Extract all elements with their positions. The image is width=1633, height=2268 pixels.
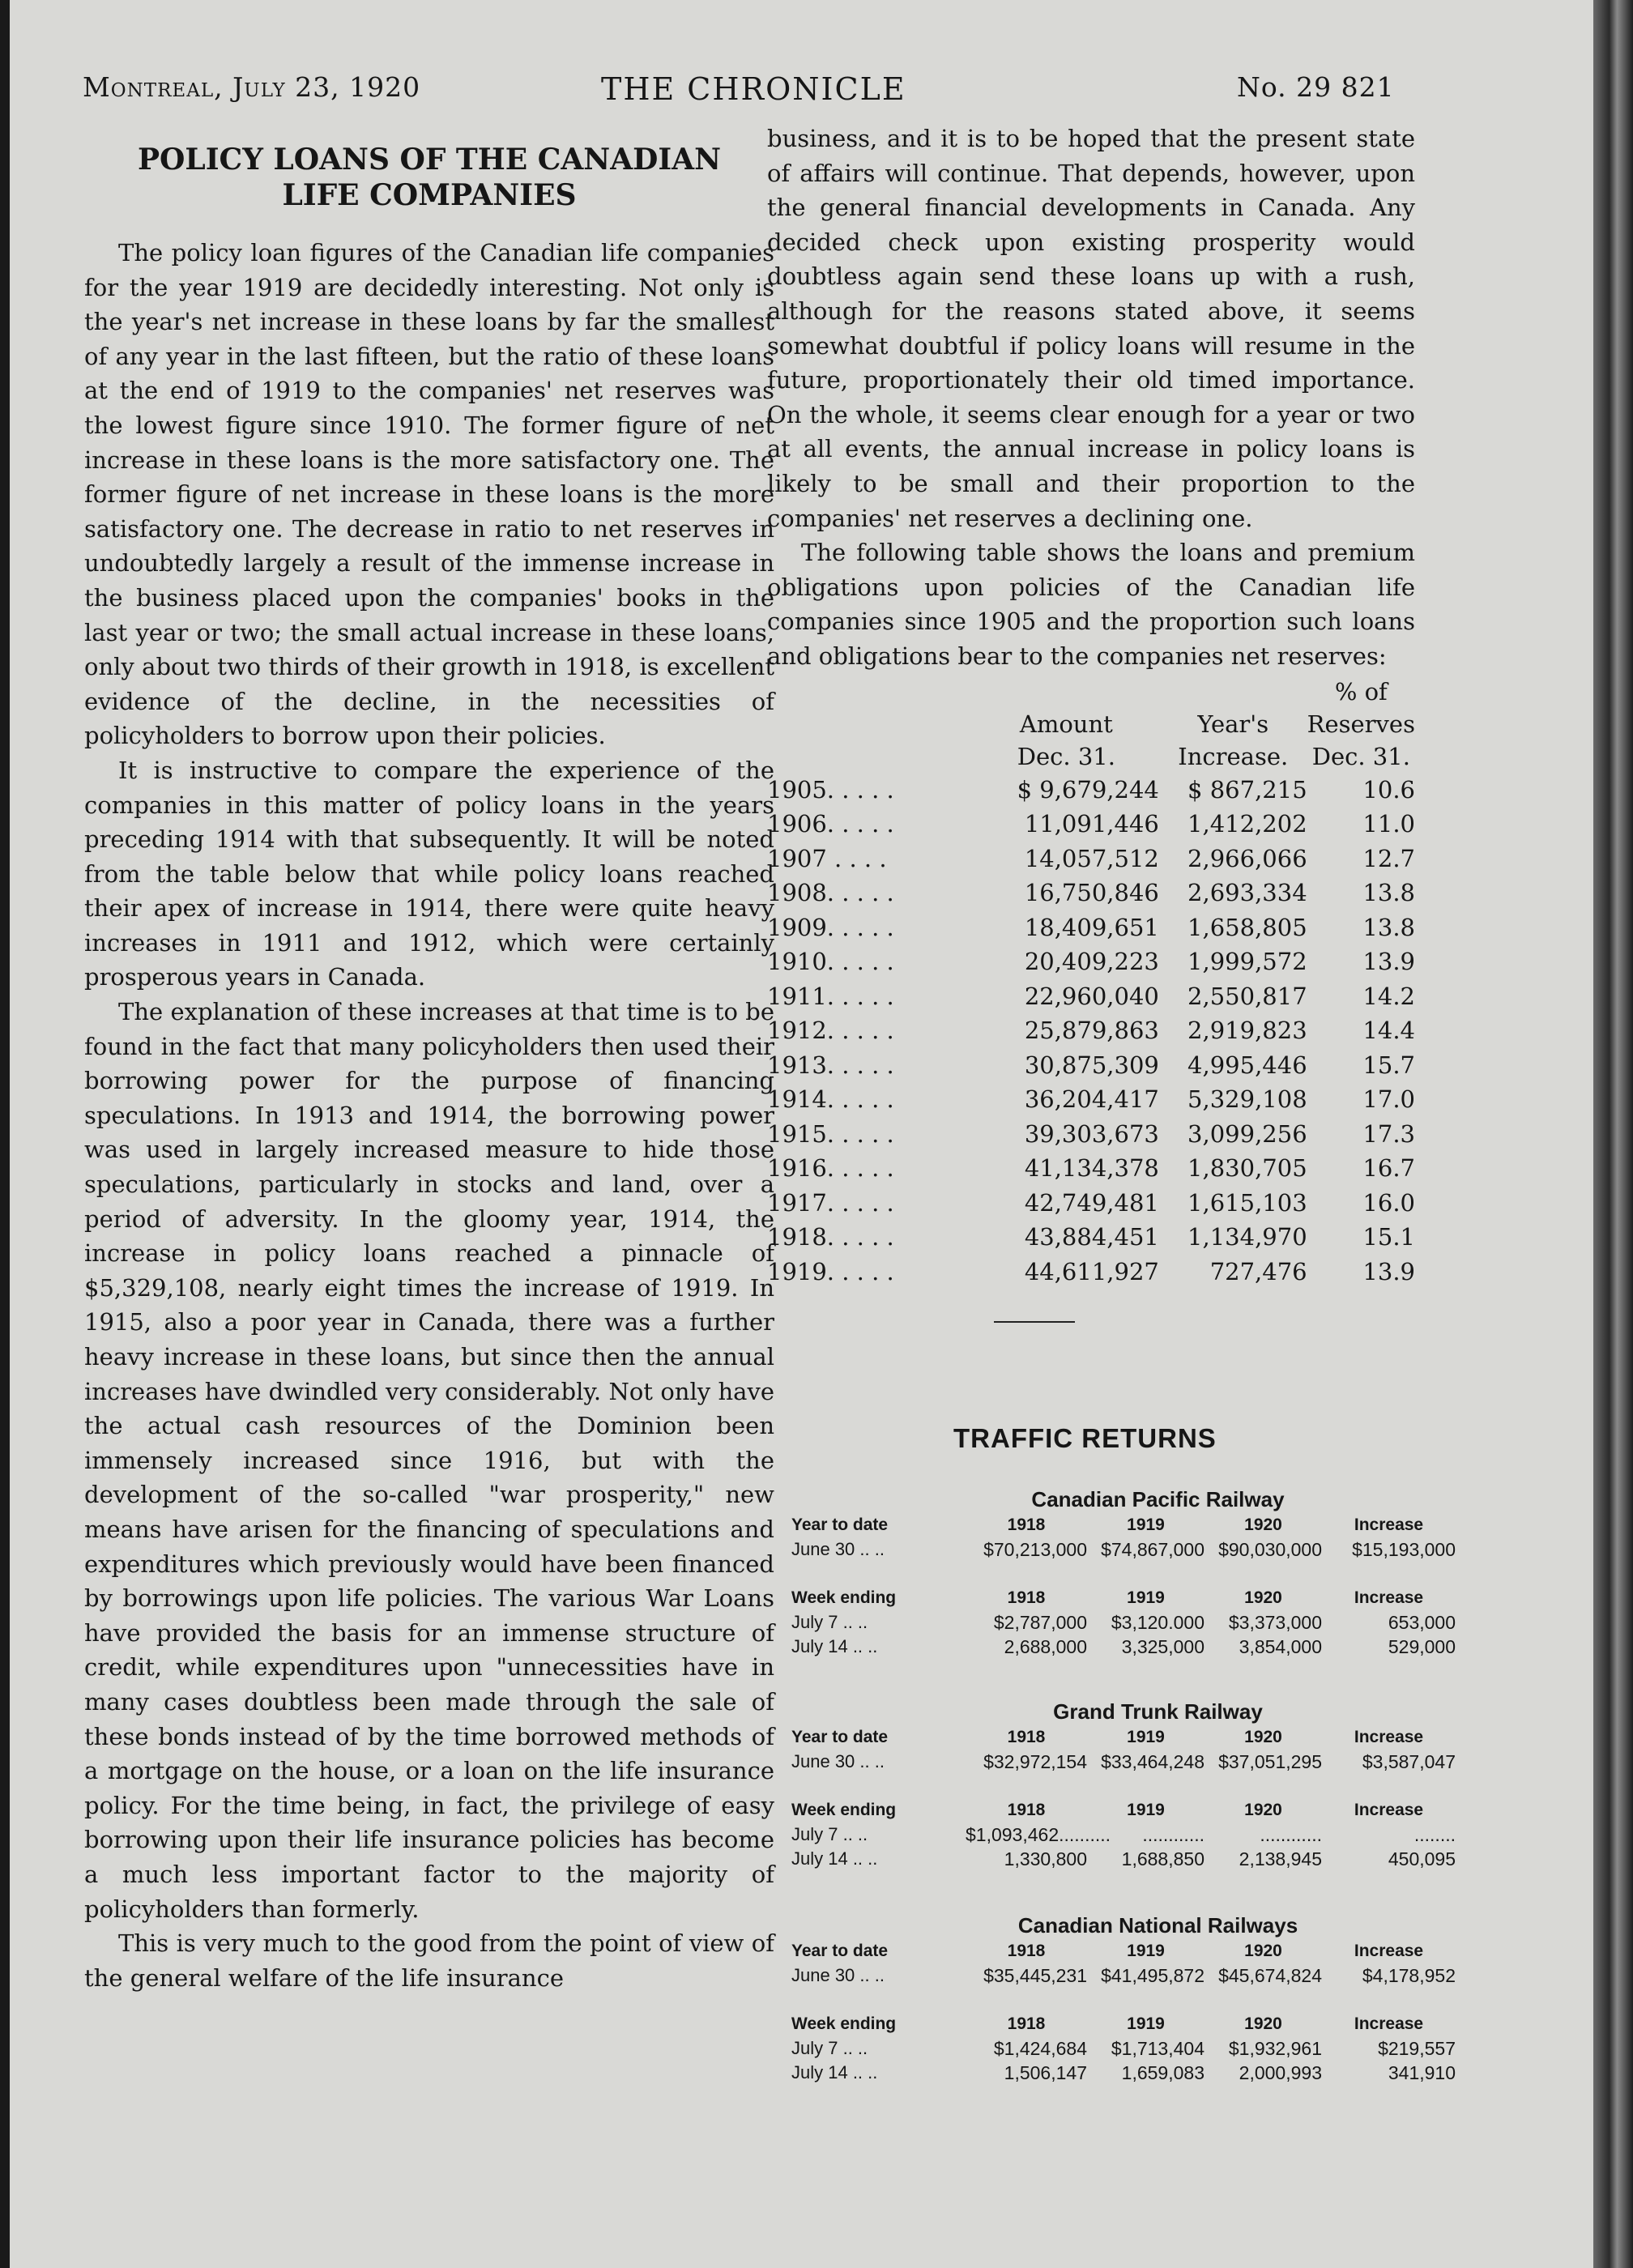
row-value: $35,445,231 <box>983 1965 1087 1986</box>
table-row <box>767 1082 1415 1117</box>
year-heading: 1918 <box>1007 1588 1046 1607</box>
row-value: $1,713,404 <box>1111 2038 1204 2059</box>
row-year: 1914. . . . . <box>767 1085 894 1114</box>
row-year: 1910. . . . . <box>767 948 894 976</box>
row-label: June 30 .. .. <box>791 1965 885 1985</box>
row-label: June 30 .. .. <box>791 1539 885 1559</box>
week-label: Week ending <box>791 2014 897 2033</box>
row-value: 2,138,945 <box>1239 1848 1322 1869</box>
loans-table-header <box>767 676 1415 773</box>
row-percent: 15.1 <box>1362 1223 1415 1251</box>
year-heading: 1920 <box>1244 1801 1282 1819</box>
railway-name: Canadian National Railways <box>1017 1913 1298 1938</box>
ytd-label: Year to date <box>791 1728 889 1746</box>
row-percent: 14.4 <box>1362 1017 1415 1045</box>
row-amount: 43,884,451 <box>1024 1223 1159 1251</box>
row-year: 1906. . . . . <box>767 810 894 838</box>
row-amount: 39,303,673 <box>1024 1119 1159 1148</box>
spacer <box>791 1774 1456 1798</box>
row-amount: 44,611,927 <box>1024 1257 1159 1285</box>
year-heading: 1919 <box>1127 1942 1165 1960</box>
year-heading: Increase <box>1354 1516 1424 1534</box>
row-increase: 4,995,446 <box>1187 1051 1307 1079</box>
row-value: $1,093,462.......... <box>966 1824 1111 1845</box>
table-row <box>767 944 1415 979</box>
row-value: ........ <box>1413 1824 1456 1845</box>
year-heading: 1918 <box>1007 1728 1046 1746</box>
row-percent: 13.9 <box>1362 1257 1415 1285</box>
policy-loans-table <box>767 676 1415 1290</box>
row-year: 1913. . . . . <box>767 1051 894 1079</box>
newspaper-page <box>10 0 1593 2268</box>
spacer <box>791 1562 1456 1586</box>
row-value: $3,120.000 <box>1111 1612 1204 1633</box>
row-increase: 1,412,202 <box>1187 810 1307 838</box>
row-year: 1917. . . . . <box>767 1188 894 1217</box>
header-page-number: No. 29 821 <box>1237 71 1395 103</box>
row-value: 1,506,147 <box>1004 2062 1087 2083</box>
year-heading: 1919 <box>1127 1728 1165 1746</box>
row-percent: 16.0 <box>1362 1188 1415 1217</box>
book-spine <box>1593 0 1633 2268</box>
year-heading: 1918 <box>1007 2014 1046 2033</box>
table-row <box>767 1186 1415 1221</box>
row-value: $3,373,000 <box>1228 1612 1322 1633</box>
table-row <box>767 1255 1415 1290</box>
row-percent: 10.6 <box>1362 775 1415 804</box>
row-value: $4,178,952 <box>1362 1965 1456 1986</box>
page-left-edge <box>0 0 10 2268</box>
year-heading: Increase <box>1354 1588 1424 1607</box>
row-year: 1915. . . . . <box>767 1119 894 1148</box>
table-row <box>767 1048 1415 1083</box>
table-row <box>767 1220 1415 1255</box>
table-row <box>767 876 1415 910</box>
row-percent: 13.9 <box>1362 948 1415 976</box>
row-value: 2,000,993 <box>1239 2062 1322 2083</box>
row-label: July 14 .. .. <box>791 2062 878 2083</box>
year-heading: 1918 <box>1007 1801 1046 1819</box>
row-amount: 16,750,846 <box>1024 879 1159 907</box>
header-date: Montreal, July 23, 1920 <box>83 71 421 103</box>
year-heading: 1919 <box>1127 1588 1165 1607</box>
row-year: 1907 . . . . <box>767 844 887 872</box>
ytd-label: Year to date <box>791 1942 889 1960</box>
year-heading: 1920 <box>1244 1516 1282 1534</box>
row-increase: 1,999,572 <box>1187 948 1307 976</box>
row-value: ............ <box>1142 1824 1204 1845</box>
row-amount: 25,879,863 <box>1024 1017 1159 1045</box>
row-label: July 7 .. .. <box>791 1612 868 1632</box>
paragraph-3: The explanation of these increases at that time is to be found in the fact that many policyholders then used their borrowing power for the purpose of financing speculations. In 1913 and 1914, the borrowing power was used in largely increased measure to hide those speculations, particularly in stocks and land, over a period of adversity. In the gloomy year, 1914, the increase in policy loans reached a pinnacle of $5,329,108, nearly eight times the increase of 1919. In 1915, also a poor year in Canada, there was a further heavy increase in these loans, but since then the annual increases have dwindled very considerably. Not only have the actual cash resources of the Dominion been immensely increased since 1916, but with the development of the so-called "war prosperity," new means have arisen for the financing of speculations and expenditures which previously would have been financed by borrowings upon life policies. The various War Loans have provided the basis for an immense structure of credit, while expenditures upon "unnecessities have in many cases doubtless been made through the sale of these bonds instead of by the time borrowed methods of a mortgage on the house, or a loan on the life insurance policy. For the time being, in fact, the privilege of easy borrowing upon their life insurance policies has become a much less important factor to the majority of policyholders than formerly. <box>84 998 774 1923</box>
row-year: 1909. . . . . <box>767 913 894 941</box>
year-heading: Increase <box>1354 2014 1424 2033</box>
row-label: July 7 .. .. <box>791 1824 868 1844</box>
year-heading: 1918 <box>1007 1942 1046 1960</box>
row-label: July 7 .. .. <box>791 2038 868 2058</box>
row-amount: 36,204,417 <box>1024 1085 1159 1114</box>
paragraph-6: The following table shows the loans and premium obligations upon policies of the Canadian life companies since 1905 and the proportion such loans and obligations bear to the companies net reserves: <box>767 539 1415 670</box>
row-year: 1916. . . . . <box>767 1154 894 1183</box>
row-amount: 42,749,481 <box>1024 1188 1159 1217</box>
row-value: $15,193,000 <box>1352 1539 1456 1560</box>
row-value: $32,972,154 <box>983 1751 1087 1772</box>
row-percent: 16.7 <box>1362 1154 1415 1183</box>
row-amount: 18,409,651 <box>1024 913 1159 941</box>
row-percent: 17.3 <box>1362 1119 1415 1148</box>
row-year: 1918. . . . . <box>767 1223 894 1251</box>
year-heading: 1920 <box>1244 1942 1282 1960</box>
row-increase: 2,550,817 <box>1187 982 1307 1010</box>
year-heading: 1919 <box>1127 2014 1165 2033</box>
row-value: ............ <box>1260 1824 1322 1845</box>
row-value: $37,051,295 <box>1218 1751 1322 1772</box>
article-title <box>84 142 774 213</box>
year-heading: Increase <box>1354 1801 1424 1819</box>
year-heading: 1919 <box>1127 1801 1165 1819</box>
row-percent: 17.0 <box>1362 1085 1415 1114</box>
row-percent: 13.8 <box>1362 879 1415 907</box>
railway-returns-grid <box>791 1939 1468 2085</box>
table-row <box>767 773 1415 808</box>
year-heading: 1920 <box>1244 1728 1282 1746</box>
row-amount: $ 9,679,244 <box>1017 775 1159 804</box>
row-percent: 11.0 <box>1362 810 1415 838</box>
table-row <box>767 807 1415 842</box>
year-heading: 1919 <box>1127 1516 1165 1534</box>
railway-block <box>791 1487 1468 1659</box>
row-value: 529,000 <box>1388 1636 1456 1657</box>
row-value: 1,659,083 <box>1121 2062 1204 2083</box>
paragraph-1: The policy loan figures of the Canadian life companies for the year 1919 are decidedly interesting. Not only is the year's net increase in these loans by far the smallest of any year in the last fifteen, but the ratio of these loans at the end of 1919 to the companies' net reserves was the lowest figure since 1910. The former figure of net increase in these loans is the more satisfactory one. The former figure of net increase in these loans is the more satisfactory one. The decrease in ratio to net reserves in undoubtedly largely a result of the immense increase in the business placed upon the companies' books in the last year or two; the small actual increase in these loans, only about two thirds of their growth in 1918, is excellent evidence of the decline, in the necessities of policyholders to borrow upon their policies. <box>84 239 774 750</box>
loans-table-body <box>767 773 1415 1290</box>
article-title-line1: POLICY LOANS OF THE CANADIAN <box>137 143 722 177</box>
section-divider <box>994 1321 1075 1323</box>
row-percent: 15.7 <box>1362 1051 1415 1079</box>
row-year: 1905. . . . . <box>767 775 894 804</box>
row-amount: 11,091,446 <box>1024 810 1159 838</box>
header-publication: THE CHRONICLE <box>601 71 906 107</box>
row-value: 653,000 <box>1388 1612 1456 1633</box>
row-amount: 20,409,223 <box>1024 948 1159 976</box>
table-row <box>767 842 1415 876</box>
row-value: 450,095 <box>1388 1848 1456 1869</box>
header-amount: Amount Dec. 31. <box>1017 710 1115 770</box>
row-amount: 14,057,512 <box>1024 844 1159 872</box>
railway-name: Canadian Pacific Railway <box>1031 1487 1285 1511</box>
row-increase: 2,966,066 <box>1187 844 1307 872</box>
row-label: July 14 .. .. <box>791 1848 878 1869</box>
row-value: 341,910 <box>1388 2062 1456 2083</box>
traffic-returns-title: TRAFFIC RETURNS <box>953 1423 1217 1453</box>
row-increase: $ 867,215 <box>1187 775 1307 804</box>
header-increase: Year's Increase. <box>1178 710 1289 770</box>
railway-block <box>791 1913 1468 2085</box>
table-row <box>767 1117 1415 1152</box>
paragraph-2: It is instructive to compare the experience of the companies in this matter of policy loans in the years preceding 1914 with that subsequently. It will be noted from the table below that while policy loans reached their apex of increase in 1914, there were quite heavy increases in 1911 and 1912, which were certainly prosperous years in Canada. <box>84 756 774 991</box>
railway-block <box>791 1699 1468 1871</box>
row-percent: 13.8 <box>1362 913 1415 941</box>
row-value: $70,213,000 <box>983 1539 1087 1560</box>
table-row <box>767 1013 1415 1048</box>
row-value: 1,688,850 <box>1121 1848 1204 1869</box>
week-label: Week ending <box>791 1588 897 1607</box>
paragraph-5: business, and it is to be hoped that the present state of affairs will continue. That depends, however, upon the general financial developments in Canada. Any decided check upon existing prosperity would doubtless again send these loans up with a rush, although for the reasons stated above, it seems somewhat doubtful if policy loans will resume in the future, proportionately their old timed importance. On the whole, it seems clear enough for a year or two at all events, the annual increase in policy loans is likely to be small and their proportion to the companies' net reserves a declining one. <box>767 125 1415 532</box>
year-heading: 1920 <box>1244 2014 1282 2033</box>
row-increase: 1,658,805 <box>1187 913 1307 941</box>
row-value: $219,557 <box>1378 2038 1456 2059</box>
ytd-label: Year to date <box>791 1516 889 1534</box>
row-year: 1911. . . . . <box>767 982 894 1010</box>
row-value: $90,030,000 <box>1218 1539 1322 1560</box>
table-row <box>767 1151 1415 1186</box>
row-year: 1912. . . . . <box>767 1017 894 1045</box>
row-increase: 727,476 <box>1209 1257 1307 1285</box>
row-value: $1,932,961 <box>1228 2038 1322 2059</box>
row-increase: 3,099,256 <box>1187 1119 1307 1148</box>
row-value: $1,424,684 <box>993 2038 1087 2059</box>
row-increase: 1,830,705 <box>1187 1154 1307 1183</box>
row-value: $74,867,000 <box>1101 1539 1204 1560</box>
row-year: 1919. . . . . <box>767 1257 894 1285</box>
row-value: 1,330,800 <box>1004 1848 1087 1869</box>
row-percent: 12.7 <box>1362 844 1415 872</box>
row-percent: 14.2 <box>1362 982 1415 1010</box>
row-value: 3,854,000 <box>1239 1636 1322 1657</box>
row-value: $45,674,824 <box>1218 1965 1322 1986</box>
row-increase: 5,329,108 <box>1187 1085 1307 1114</box>
row-increase: 1,615,103 <box>1187 1188 1307 1217</box>
table-row <box>767 910 1415 945</box>
row-label: July 14 .. .. <box>791 1636 878 1656</box>
row-value: $3,587,047 <box>1362 1751 1456 1772</box>
article-title-line2: LIFE COMPANIES <box>282 178 577 212</box>
railway-returns-grid <box>791 1513 1468 1659</box>
left-column <box>84 142 774 1995</box>
year-heading: 1918 <box>1007 1516 1046 1534</box>
row-value: $41,495,872 <box>1101 1965 1204 1986</box>
row-increase: 2,693,334 <box>1187 879 1307 907</box>
table-row <box>767 979 1415 1014</box>
row-increase: 2,919,823 <box>1187 1017 1307 1045</box>
row-amount: 30,875,309 <box>1024 1051 1159 1079</box>
row-increase: 1,134,970 <box>1187 1223 1307 1251</box>
row-year: 1908. . . . . <box>767 879 894 907</box>
year-heading: 1920 <box>1244 1588 1282 1607</box>
row-amount: 22,960,040 <box>1024 982 1159 1010</box>
paragraph-4: This is very much to the good from the point of view of the general welfare of the life insurance <box>84 1929 774 1992</box>
row-amount: 41,134,378 <box>1024 1154 1159 1183</box>
row-value: $33,464,248 <box>1101 1751 1204 1772</box>
row-label: June 30 .. .. <box>791 1751 885 1771</box>
year-heading: Increase <box>1354 1942 1424 1960</box>
spacer <box>791 1988 1456 2012</box>
year-heading: Increase <box>1354 1728 1424 1746</box>
row-value: $2,787,000 <box>993 1612 1087 1633</box>
right-column <box>767 122 1415 1323</box>
week-label: Week ending <box>791 1801 897 1819</box>
railway-name: Grand Trunk Railway <box>1053 1699 1263 1724</box>
row-value: 2,688,000 <box>1004 1636 1087 1657</box>
header-percent-reserves: % of Reserves Dec. 31. <box>1307 677 1415 770</box>
railway-returns-grid <box>791 1725 1468 1871</box>
row-value: 3,325,000 <box>1121 1636 1204 1657</box>
